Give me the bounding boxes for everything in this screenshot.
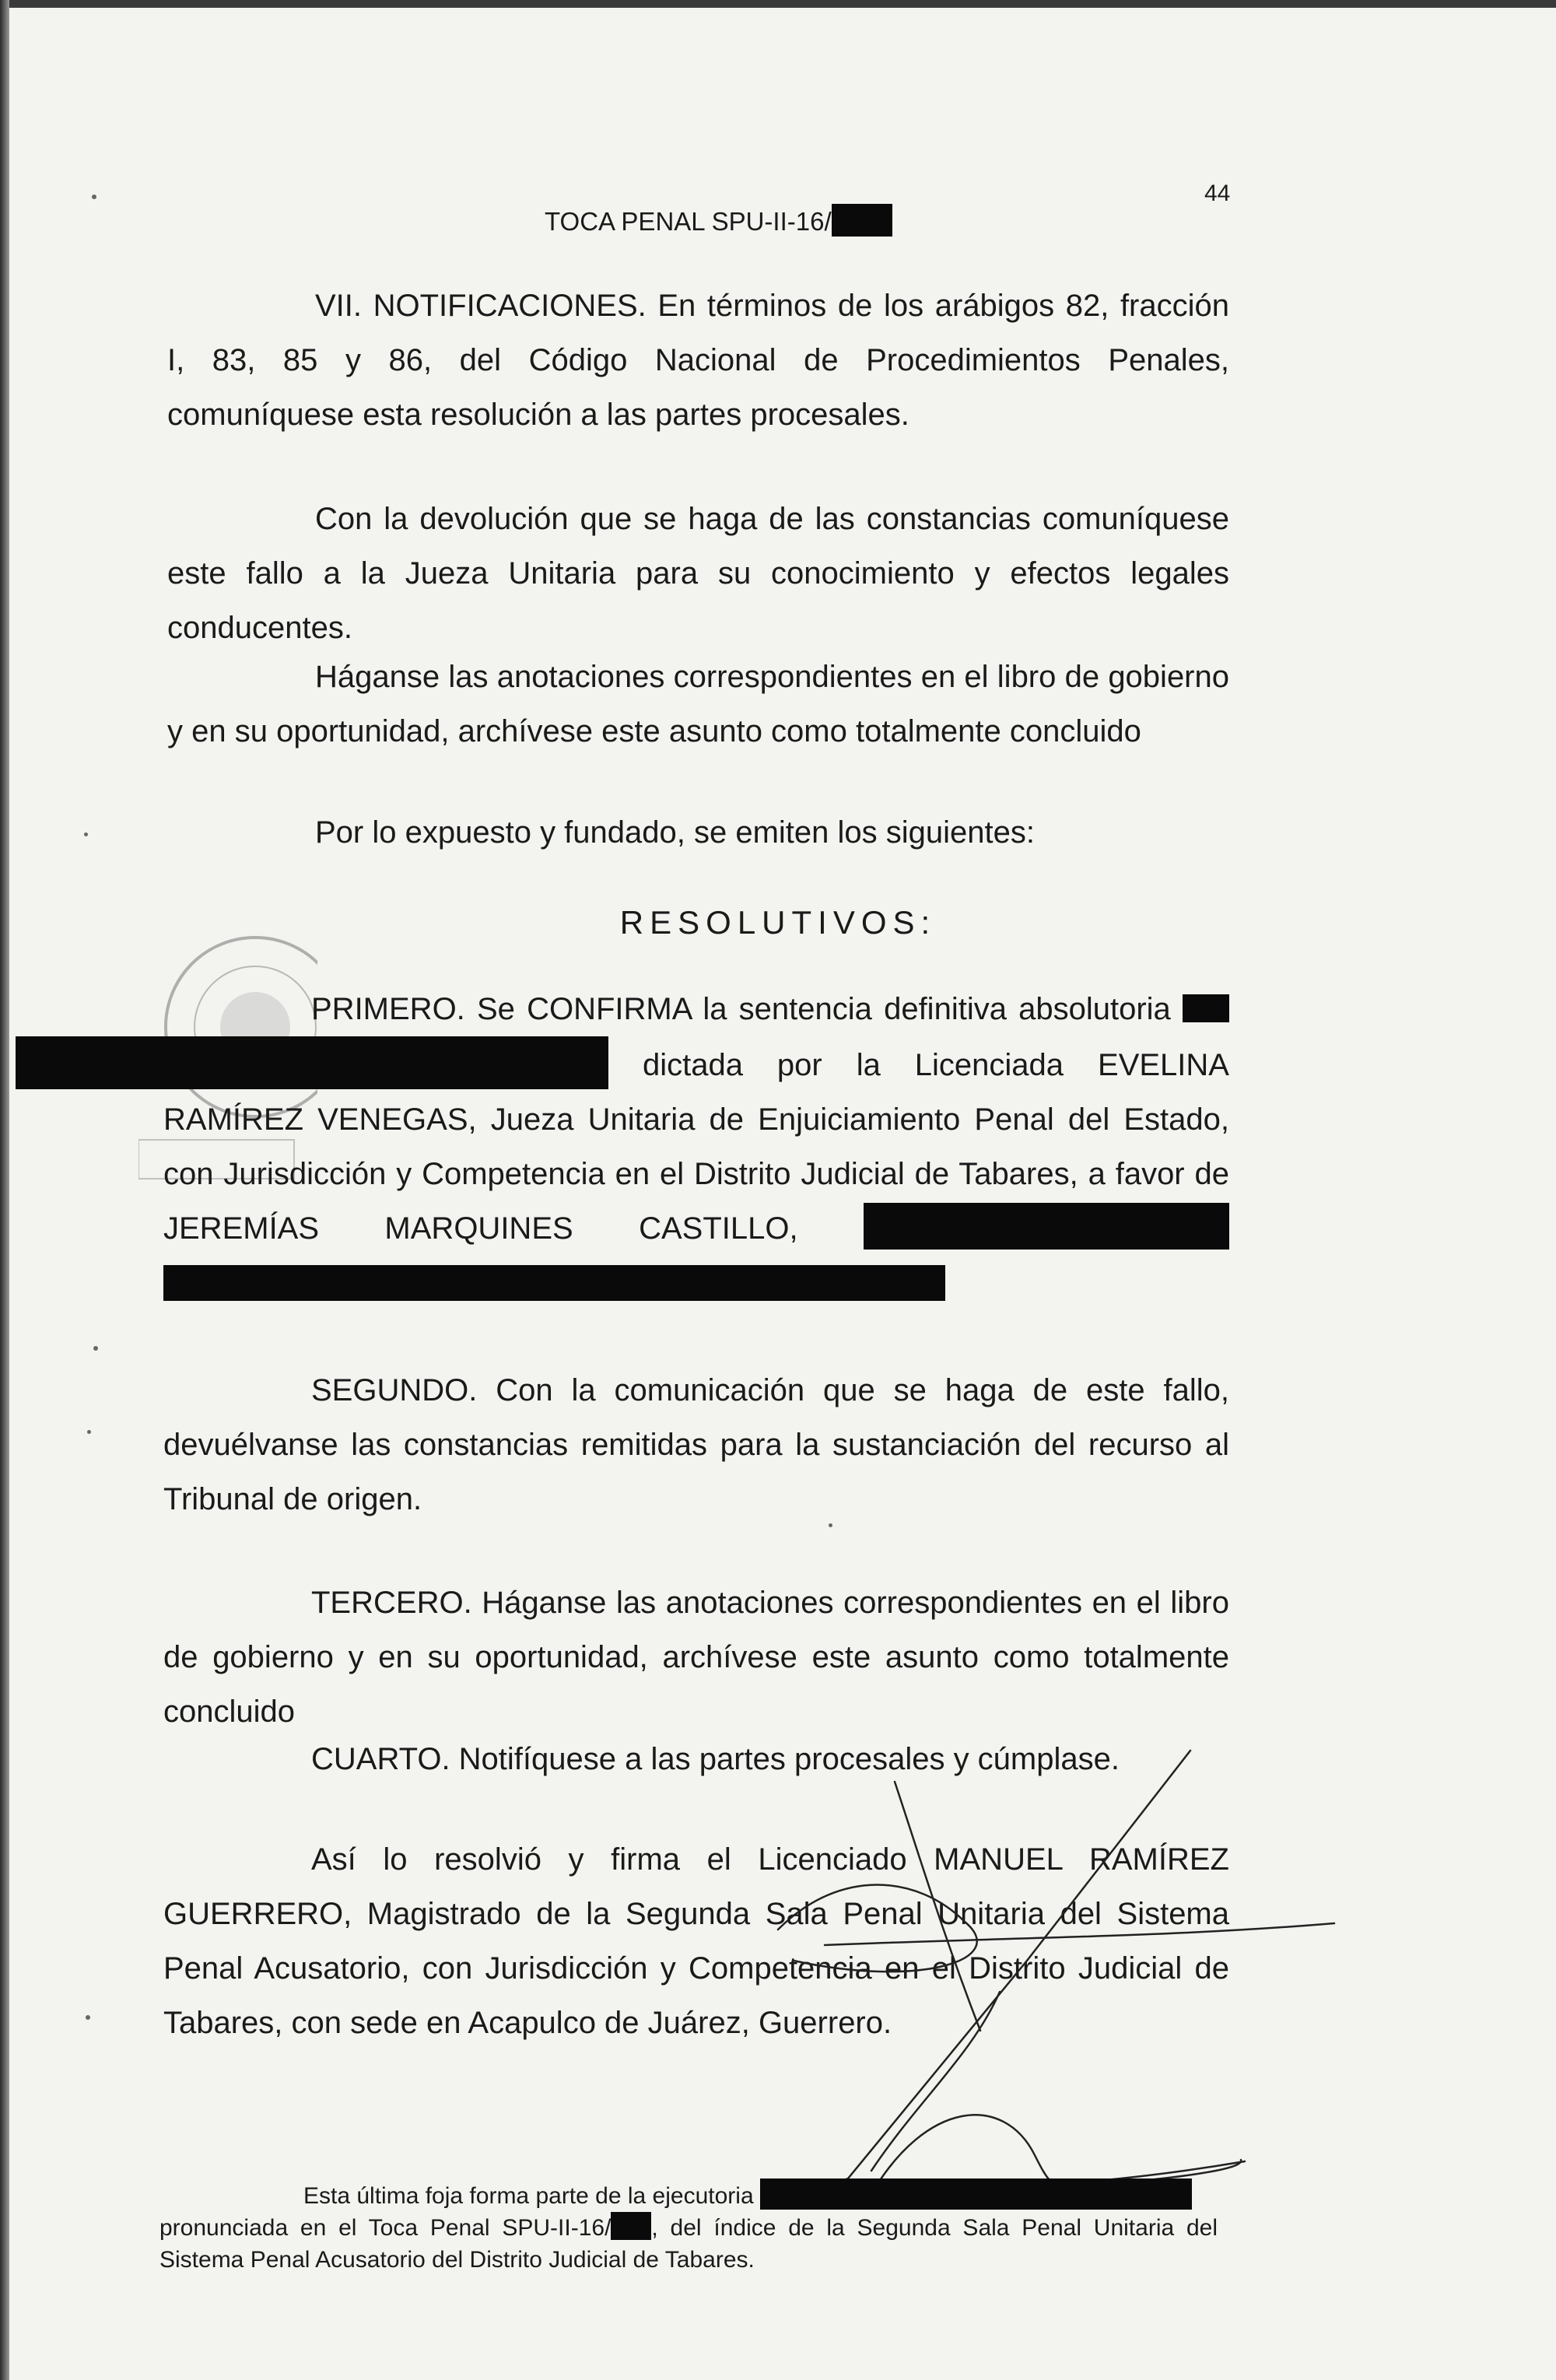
resolutivo-segundo: SEGUNDO. Con la comunicación que se haga de este fallo, devuélvanse las constancias remitidas para la sustanciación del recurso al Tribunal de origen. <box>163 1373 1229 1516</box>
footer-part2: pronunciada en el Toca Penal SPU-II-16/ <box>159 2215 612 2241</box>
scan-edge-left <box>0 0 9 2380</box>
footer-part3: , del índice de la Segunda Sala Penal Unitaria del Sistema Penal Acusatorio del Distrito Judicial de Tabares. <box>159 2215 1218 2273</box>
scan-speck <box>86 2015 90 2020</box>
paragraph-notificaciones: VII. NOTIFICACIONES. En términos de los arábigos 82, fracción I, 83, 85 y 86, del Código Nacional de Procedimientos Penales, comuníquese esta resolución a las partes procesales. <box>167 289 1229 432</box>
redaction-primero-3 <box>864 1203 1229 1250</box>
primero-middle: dictada por la Licenciada EVELINA RAMÍREZ VENEGAS, Jueza Unitaria de Enjuiciamiento Penal del Estado, con Jurisdicción y Competencia en el Distrito Judicial de Tabares, a favor de JEREMÍAS MARQUINES CASTILLO, <box>163 1048 1229 1246</box>
redaction-primero-1 <box>1183 994 1229 1022</box>
primero-start: PRIMERO. Se CONFIRMA la sentencia definitiva absolutoria <box>311 992 1171 1026</box>
scan-speck <box>84 832 88 836</box>
firma-paragraph: Así lo resolvió y firma el Licenciado MANUEL RAMÍREZ GUERRERO, Magistrado de la Segunda Sala Penal Unitaria del Sistema Penal Acusatorio, con Jurisdicción y Competencia en el Distrito Judicial de Tabares, con sede en Acapulco de Juárez, Guerrero. <box>163 1842 1229 2040</box>
redaction-primero-4 <box>163 1265 945 1301</box>
resolutivo-tercero: TERCERO. Háganse las anotaciones correspondientes en el libro de gobierno y en su oportunidad, archívese este asunto como totalmente concluido <box>163 1586 1229 1729</box>
case-number: TOCA PENAL SPU-II-16/ <box>545 207 832 236</box>
paragraph-expuesto: Por lo expuesto y fundado, se emiten los siguientes: <box>315 815 1035 850</box>
scan-edge-top <box>0 0 1556 8</box>
footer-note <box>159 2178 1218 2276</box>
scan-speck <box>93 1346 98 1351</box>
resolutivo-primero <box>163 982 1229 1310</box>
page-number: 44 <box>1204 181 1231 206</box>
scan-speck <box>87 1430 91 1434</box>
footer-part1: Esta última foja forma parte de la ejecutoria <box>303 2183 754 2209</box>
redaction-case-number <box>832 204 892 237</box>
resolutivos-title: RESOLUTIVOS: <box>619 904 937 941</box>
scan-speck <box>92 195 96 199</box>
redaction-footer-1 <box>760 2178 1192 2210</box>
redaction-footer-2 <box>611 2212 651 2240</box>
scan-speck <box>829 1523 832 1527</box>
case-header <box>545 204 892 237</box>
resolutivo-cuarto: CUARTO. Notifíquese a las partes procesales y cúmplase. <box>311 1742 1120 1776</box>
redaction-primero-2 <box>16 1036 608 1089</box>
paragraph-anotaciones: Háganse las anotaciones correspondientes en el libro de gobierno y en su oportunidad, archívese este asunto como totalmente concluido <box>167 660 1229 748</box>
paragraph-devolucion: Con la devolución que se haga de las constancias comuníquese este fallo a la Jueza Unitaria para su conocimiento y efectos legales conducentes. <box>167 502 1229 645</box>
